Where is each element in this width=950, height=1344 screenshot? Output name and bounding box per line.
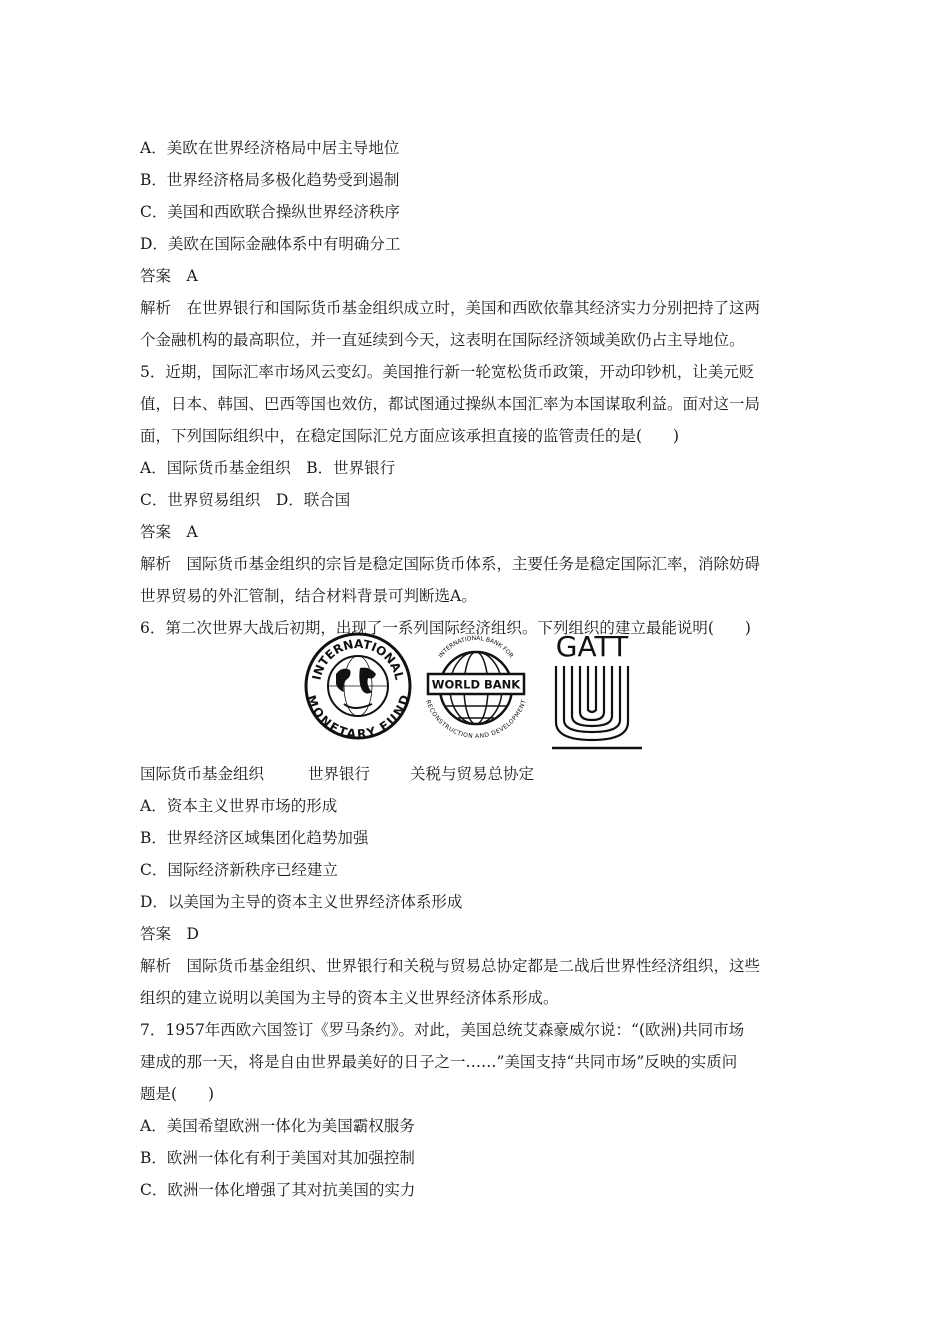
world-bank-logo <box>420 630 532 742</box>
logos-row <box>296 630 656 755</box>
question-7-line1: 7．1957年西欧六国签订《罗马条约》。对此，美国总统艾森豪威尔说：“(欧洲)共同市场 <box>140 1021 745 1039</box>
imf-top-text: INTERNATIONAL <box>309 636 407 682</box>
option-b-q7: B．欧洲一体化有利于美国对其加强控制 <box>140 1149 415 1167</box>
answer-q6: 答案 D <box>140 925 199 943</box>
option-d-q4: D．美欧在国际金融体系中有明确分工 <box>140 235 401 253</box>
analysis-q4-line1: 解析 在世界银行和国际货币基金组织成立时，美国和西欧依靠其经济实力分别把持了这两 <box>140 299 761 317</box>
caption-world-bank: 世界银行 <box>308 765 371 783</box>
options-ab-q5: A．国际货币基金组织 B．世界银行 <box>140 459 396 477</box>
options-cd-q5: C．世界贸易组织 D．联合国 <box>140 491 351 509</box>
imf-logo <box>304 630 412 742</box>
gatt-text: GATT <box>555 630 629 663</box>
world-bank-name-text: WORLD BANK <box>431 677 521 692</box>
imf-bottom-text: MONETARY FUND <box>304 693 412 742</box>
analysis-q6-line1: 解析 国际货币基金组织、世界银行和关税与贸易总协定都是二战后世界性经济组织，这些 <box>140 957 761 975</box>
world-bank-bottom-text: RECONSTRUCTION AND DEVELOPMENT <box>424 699 528 741</box>
analysis-q6-line2: 组织的建立说明以美国为主导的资本主义世界经济体系形成。 <box>140 989 559 1007</box>
question-7-line2: 建成的那一天，将是自由世界最美好的日子之一……”美国支持“共同市场”反映的实质问 <box>140 1053 738 1071</box>
answer-q4: 答案 A <box>140 267 198 285</box>
gatt-logo <box>546 630 648 752</box>
option-a-q7: A．美国希望欧洲一体化为美国霸权服务 <box>140 1117 415 1135</box>
question-5-line1: 5．近期，国际汇率市场风云变幻。美国推行新一轮宽松货币政策，开动印钞机，让美元贬 <box>140 363 755 381</box>
option-a-q4: A．美欧在世界经济格局中居主导地位 <box>140 139 400 157</box>
question-7-line3: 题是( ) <box>140 1085 215 1103</box>
analysis-q4-line2: 个金融机构的最高职位，并一直延续到今天，这表明在国际经济领域美欧仍占主导地位。 <box>140 331 745 349</box>
analysis-q5-line2: 世界贸易的外汇管制，结合材料背景可判断选A。 <box>140 587 477 605</box>
world-bank-top-text: INTERNATIONAL BANK FOR <box>437 634 515 660</box>
answer-q5: 答案 A <box>140 523 198 541</box>
question-5-line2: 值，日本、韩国、巴西等国也效仿，都试图通过操纵本国汇率为本国谋取利益。面对这一局 <box>140 395 761 413</box>
caption-gatt: 关税与贸易总协定 <box>410 765 535 783</box>
option-b-q4: B．世界经济格局多极化趋势受到遏制 <box>140 171 400 189</box>
caption-imf: 国际货币基金组织 <box>140 765 265 783</box>
option-c-q4: C．美国和西欧联合操纵世界经济秩序 <box>140 203 400 221</box>
option-a-q6: A．资本主义世界市场的形成 <box>140 797 338 815</box>
analysis-q5-line1: 解析 国际货币基金组织的宗旨是稳定国际货币体系，主要任务是稳定国际汇率，消除妨碍 <box>140 555 761 573</box>
question-5-line3: 面，下列国际组织中，在稳定国际汇兑方面应该承担直接的监管责任的是( ) <box>140 427 680 445</box>
question-6: 6．第二次世界大战后初期，出现了一系列国际经济组织。下列组织的建立最能说明( ) <box>140 619 751 637</box>
option-c-q6: C．国际经济新秩序已经建立 <box>140 861 338 879</box>
option-c-q7: C．欧洲一体化增强了其对抗美国的实力 <box>140 1181 416 1199</box>
option-d-q6: D．以美国为主导的资本主义世界经济体系形成 <box>140 893 463 911</box>
option-b-q6: B．世界经济区域集团化趋势加强 <box>140 829 369 847</box>
